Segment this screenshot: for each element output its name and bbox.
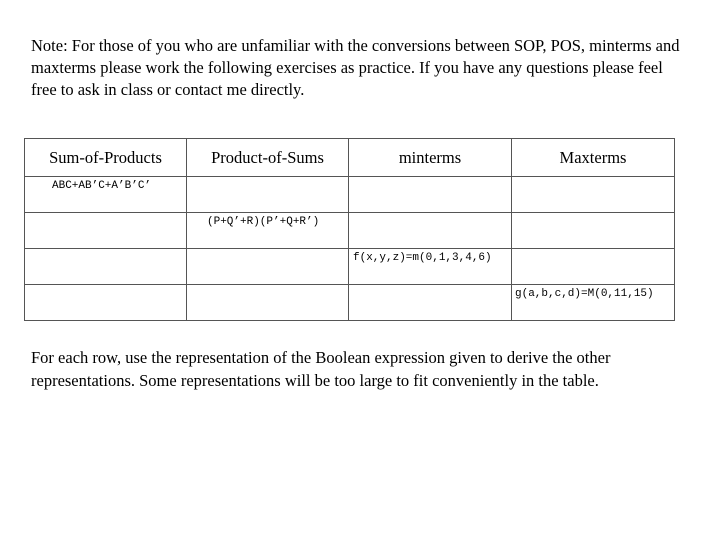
- minterm-expression: f(x,y,z)=m(0,1,3,4,6): [353, 252, 492, 264]
- sop-expression: ABC+AB’C+A’B’C’: [52, 180, 152, 192]
- instructions-paragraph: For each row, use the representation of the Boolean expression given to derive the other representations. Some representations will be too large to fit conveniently in the table.: [31, 348, 611, 390]
- table-cell: [512, 249, 675, 285]
- table-cell: [349, 249, 512, 285]
- table-cell: [187, 249, 349, 285]
- table-cell: [187, 285, 349, 321]
- header-maxterms: Maxterms: [512, 139, 675, 177]
- table-cell: [349, 213, 512, 249]
- table-cell: [25, 285, 187, 321]
- table-cell: [349, 285, 512, 321]
- table-cell: [25, 213, 187, 249]
- header-product-of-sums: Product-of-Sums: [187, 139, 349, 177]
- table-cell: [512, 177, 675, 213]
- pos-expression: (P+Q’+R)(P’+Q+R’): [207, 216, 320, 228]
- header-row: [25, 139, 675, 177]
- table-cell: [187, 177, 349, 213]
- header-sum-of-products: Sum-of-Products: [25, 139, 187, 177]
- table-cell: [349, 177, 512, 213]
- maxterm-expression: g(a,b,c,d)=M(0,11,15): [515, 288, 654, 300]
- note-paragraph: Note: For those of you who are unfamiliar with the conversions between SOP, POS, minterms and maxterms please work the following exercises as practice. If you have any questions please feel free to ask in class or contact me directly.: [31, 36, 680, 99]
- table-cell: [25, 177, 187, 213]
- header-minterms: minterms: [349, 139, 512, 177]
- table-row: [25, 213, 675, 249]
- table-cell: [512, 213, 675, 249]
- table-row: [25, 249, 675, 285]
- table-row: [25, 177, 675, 213]
- table-cell: [25, 249, 187, 285]
- table-cell: [512, 285, 675, 321]
- table-row: [25, 285, 675, 321]
- table-cell: [187, 213, 349, 249]
- conversion-table: [24, 138, 675, 321]
